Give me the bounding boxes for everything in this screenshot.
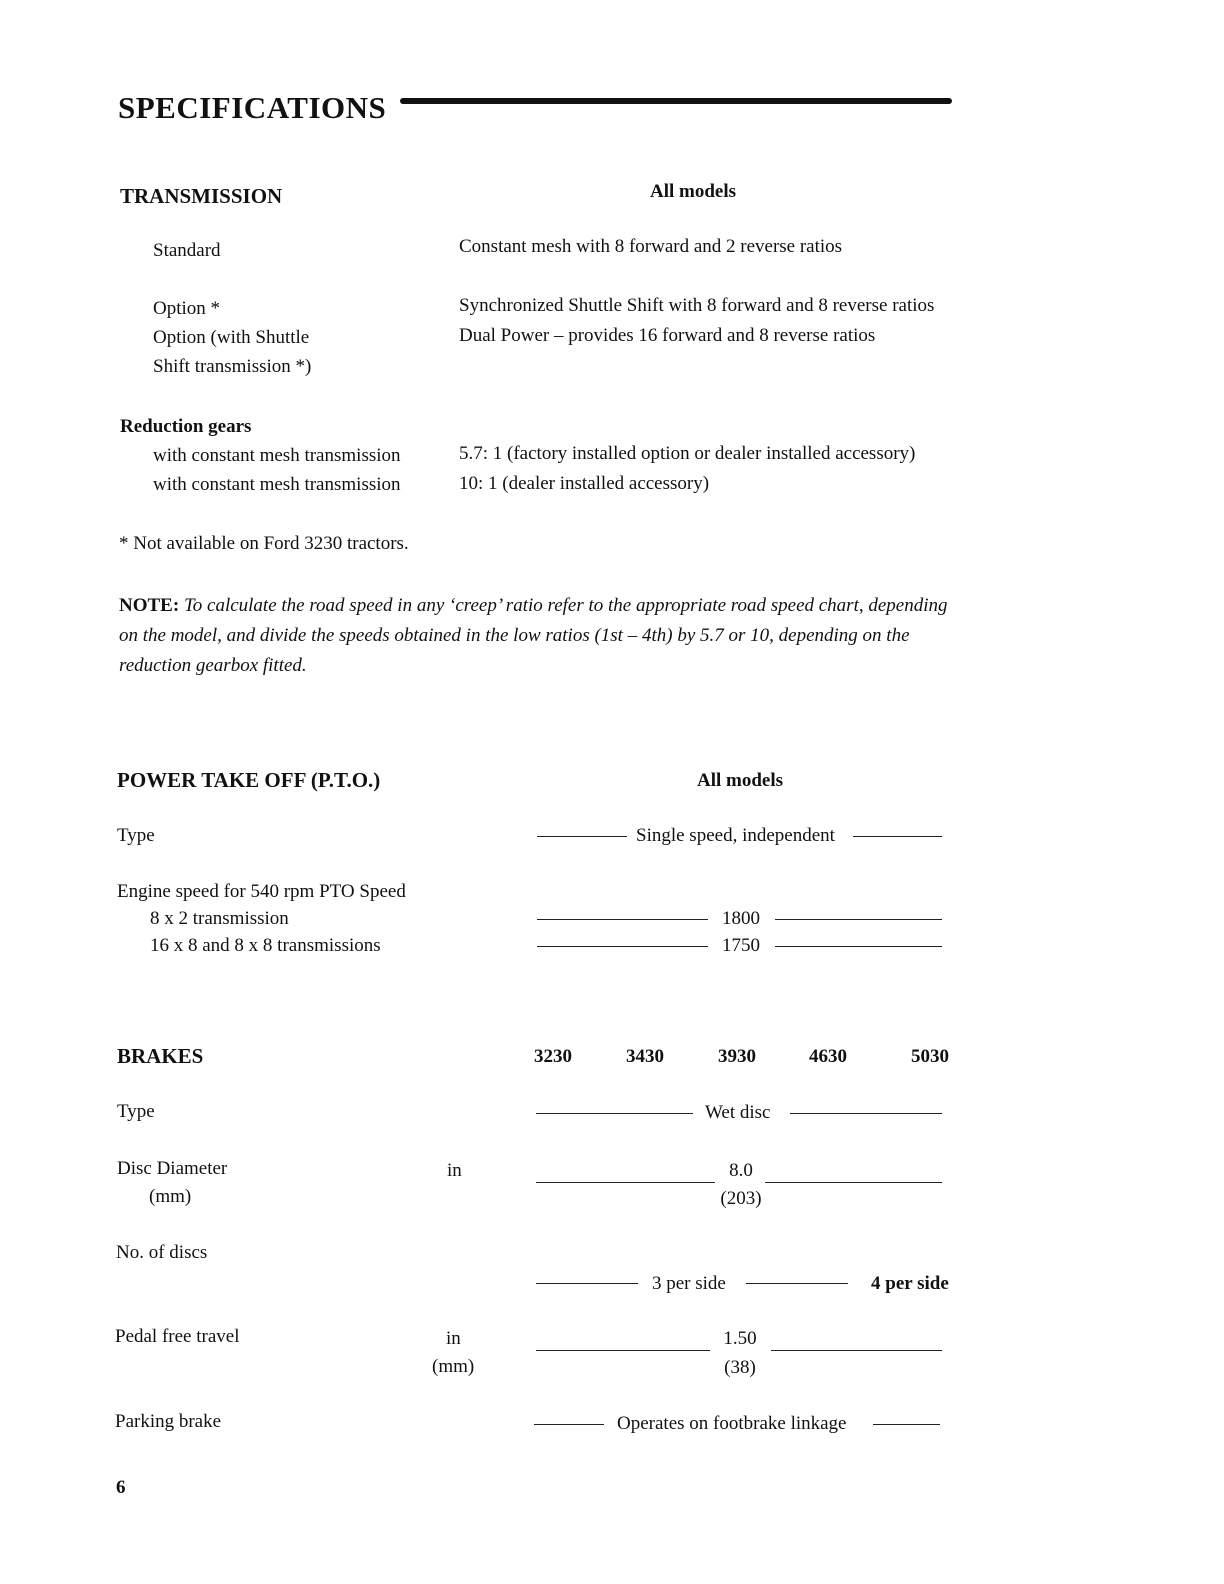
reduction-gears-heading: Reduction gears [120,416,252,437]
reduction-row-label: with constant mesh transmission [153,445,401,466]
transmission-note [119,591,959,681]
page-number: 6 [116,1477,126,1498]
pedal-unit-mm: (mm) [432,1356,475,1377]
pto-engine-speed-label: Engine speed for 540 rpm PTO Speed [117,881,406,902]
note-label: NOTE: [119,595,180,616]
dash-rule [536,1113,693,1114]
transmission-option2-label-line2: Shift transmission *) [153,356,312,377]
dash-rule [536,1283,638,1284]
pedal-value-mm: (38) [724,1357,756,1378]
pedal-value: 1.50 [723,1328,757,1349]
pto-type-value: Single speed, independent [636,825,835,846]
pto-row-value: 1750 [722,935,760,956]
transmission-option2-label-line1: Option (with Shuttle [153,327,310,348]
dash-rule [853,836,942,837]
reduction-row-label: with constant mesh transmission [153,474,401,495]
transmission-option2-value: Dual Power – provides 16 forward and 8 reverse ratios [459,325,876,346]
brakes-model-3430: 3430 [626,1046,664,1067]
pto-row-label: 16 x 8 and 8 x 8 transmissions [150,935,381,956]
dash-rule [775,919,942,920]
underline-rule [536,1182,715,1183]
pto-heading: POWER TAKE OFF (P.T.O.) [117,768,381,792]
num-discs-value-b: 4 per side [871,1273,949,1294]
dash-rule [746,1283,848,1284]
disc-diameter-unit-in: in [447,1160,462,1181]
brakes-model-3930: 3930 [718,1046,756,1067]
dash-rule [537,919,708,920]
pto-column-header: All models [697,770,784,791]
transmission-heading: TRANSMISSION [120,184,283,208]
note-text: To calculate the road speed in any ‘creep’ ratio refer to the appropriate road speed chart, depending on the model, and divide the speeds obtained in the low ratios (1st – 4th) by 5.7 or 10, depending on the reduction gearbox fitted. [119,595,948,676]
transmission-footnote: * Not available on Ford 3230 tractors. [119,533,409,554]
underline-rule [765,1182,942,1183]
reduction-row-value: 10: 1 (dealer installed accessory) [459,473,710,494]
transmission-standard-value: Constant mesh with 8 forward and 2 reverse ratios [459,236,843,257]
pto-row-label: 8 x 2 transmission [150,908,289,929]
dash-rule [790,1113,942,1114]
num-discs-value-a: 3 per side [652,1273,726,1294]
underline-rule [536,1350,710,1351]
dash-rule [873,1424,940,1425]
pto-row-value: 1800 [722,908,760,929]
parking-brake-label: Parking brake [115,1411,222,1432]
page-title: SPECIFICATIONS [118,90,387,125]
num-discs-label: No. of discs [116,1242,208,1263]
disc-diameter-unit-mm: (mm) [149,1186,192,1207]
pedal-free-travel-label: Pedal free travel [115,1326,240,1347]
parking-brake-value: Operates on footbrake linkage [617,1413,847,1434]
pto-type-label: Type [117,825,155,846]
title-rule [400,98,952,104]
transmission-option-value: Synchronized Shuttle Shift with 8 forward and 8 reverse ratios [459,295,935,316]
dash-rule [537,946,708,947]
reduction-row-value: 5.7: 1 (factory installed option or dealer installed accessory) [459,443,916,464]
disc-diameter-value-mm: (203) [720,1188,762,1209]
transmission-column-header: All models [650,181,737,202]
disc-diameter-label: Disc Diameter [117,1158,228,1179]
pedal-unit-in: in [446,1328,461,1349]
brakes-model-4630: 4630 [809,1046,847,1067]
transmission-standard-label: Standard [153,240,221,261]
brakes-type-value: Wet disc [705,1102,771,1123]
brakes-heading: BRAKES [117,1044,204,1068]
transmission-option-label: Option * [153,298,221,319]
dash-rule [775,946,942,947]
underline-rule [771,1350,942,1351]
disc-diameter-value: 8.0 [729,1160,753,1181]
dash-rule [534,1424,604,1425]
brakes-model-5030: 5030 [911,1046,949,1067]
brakes-model-3230: 3230 [534,1046,572,1067]
dash-rule [537,836,627,837]
brakes-type-label: Type [117,1101,155,1122]
